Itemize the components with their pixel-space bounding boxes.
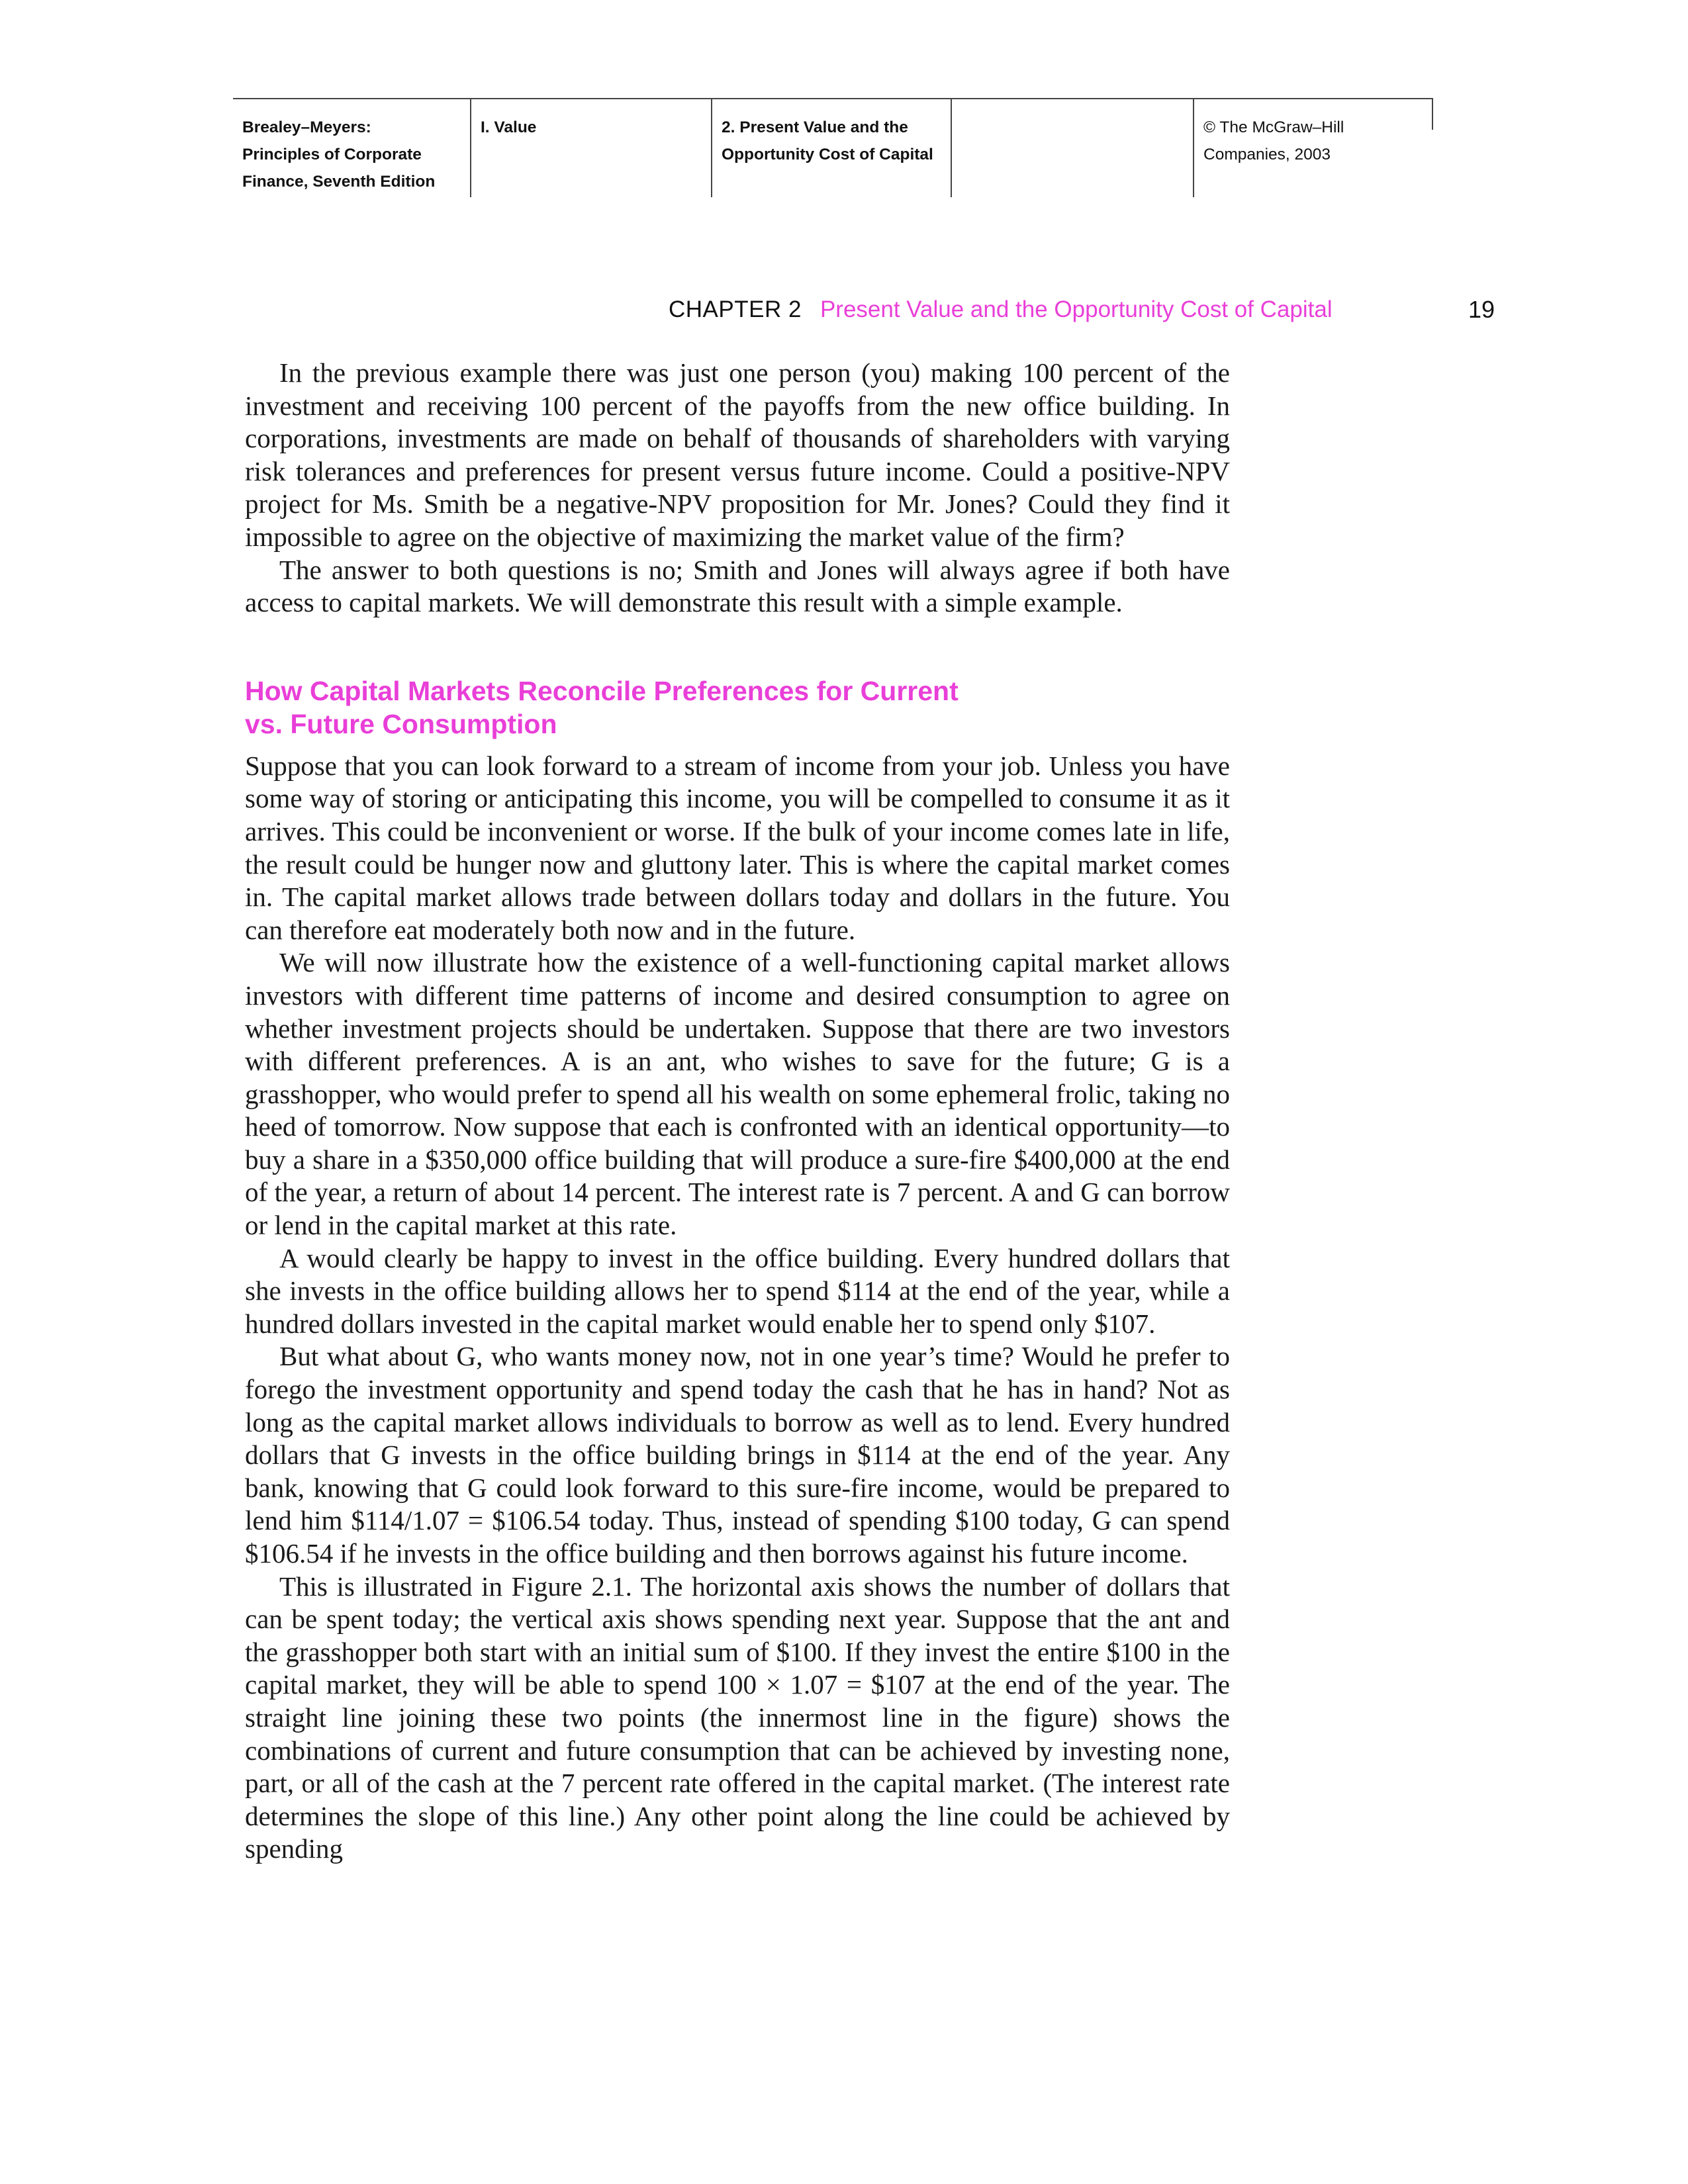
header-copyright-line: Companies, 2003 (1203, 146, 1331, 163)
header-book-line: Brealey–Meyers: (242, 118, 371, 136)
page-number: 19 (1468, 296, 1495, 323)
header-copyright-cell (1193, 98, 1432, 197)
header-part-line: I. Value (481, 118, 537, 136)
body-paragraph: But what about G, who wants money now, not in one year’s time? Would he prefer to forego the investment opportunity and spend today the cash that he has in hand? Not as long as the capital market allows individuals to borrow as well as to lend. Every hundred dollars that G invests in the office building brings in $114 at the end of the year. Any bank, knowing that G could look forward to this sure-fire income, would be prepared to lend him $114/1.07 = $106.54 today. Thus, instead of spending $100 today, G can spend $106.54 if he invests in the office building and then borrows against his future income. (245, 1341, 1230, 1569)
section-heading (245, 674, 1230, 741)
body-paragraph: We will now illustrate how the existence of a well-functioning capital market allows investors with different time patterns of income and desired consumption to agree on whether investment projects should be undertaken. Suppose that there are two investors with different preferences. A is an ant, who wishes to save for the future; G is a grasshopper, who would prefer to spend all his wealth on some ephemeral frolic, taking no heed of tomorrow. Now suppose that each is confronted with an identical opportunity—to buy a share in a $350,000 office building that will produce a sure-fire $400,000 at the end of the year, a return of about 14 percent. The interest rate is 7 percent. A and G can borrow or lend in the capital market at this rate. (245, 947, 1230, 1241)
header-chapter-cell (711, 98, 951, 197)
chapter-running-head (669, 295, 1370, 324)
header-chapter-line: 2. Present Value and the (722, 118, 908, 136)
running-header-band (233, 98, 1450, 197)
running-head-chapter: CHAPTER 2 (669, 296, 802, 322)
header-copyright-line: © The McGraw–Hill (1203, 118, 1344, 136)
running-head-title: Present Value and the Opportunity Cost of Capital (820, 296, 1333, 322)
header-book-line: Principles of Corporate (242, 146, 422, 163)
header-part-cell (470, 98, 711, 197)
body-text (245, 357, 1230, 1866)
body-paragraph: In the previous example there was just one person (you) making 100 percent of the investment and receiving 100 percent of the payoffs from the new office building. In corporations, investments are made on behalf of thousands of shareholders with varying risk tolerances and preferences for present versus future income. Could a positive-NPV project for Ms. Smith be a negative-NPV proposition for Mr. Jones? Could they find it impossible to agree on the objective of maximizing the market value of the firm? (245, 357, 1230, 552)
body-paragraph: Suppose that you can look forward to a stream of income from your job. Unless you have some way of storing or anticipating this income, you will be compelled to consume it as it arrives. This could be inconvenient or worse. If the bulk of your income comes late in life, the result could be hunger now and gluttony later. This is where the capital market comes in. The capital market allows trade between dollars today and dollars in the future. You can therefore eat moderately both now and in the future. (245, 750, 1230, 945)
body-paragraph: A would clearly be happy to invest in the office building. Every hundred dollars that she invests in the office building allows her to spend $114 at the end of the year, while a hundred dollars invested in the capital market would enable her to spend only $107. (245, 1242, 1230, 1339)
section-heading-line: How Capital Markets Reconcile Preferences for Current (245, 675, 959, 706)
body-paragraph: This is illustrated in Figure 2.1. The horizontal axis shows the number of dollars that can be spent today; the vertical axis shows spending next year. Suppose that the ant and the grasshopper both start with an initial sum of $100. If they invest the entire $100 in the capital market, they will be able to spend 100 × 1.07 = $107 at the end of the year. The straight line joining these two points (the innermost line in the figure) shows the combinations of current and future consumption that can be achieved by investing none, part, or all of the cash at the 7 percent rate offered in the capital market. (The interest rate determines the slope of this line.) Any other point along the line could be achieved by spending (245, 1570, 1230, 1864)
section-heading-line: vs. Future Consumption (245, 708, 557, 739)
header-book-cell (233, 98, 470, 197)
header-book-line: Finance, Seventh Edition (242, 173, 436, 191)
body-paragraph: The answer to both questions is no; Smith and Jones will always agree if both have access to capital markets. We will demonstrate this result with a simple example. (245, 554, 1230, 618)
header-chapter-line: Opportunity Cost of Capital (722, 146, 933, 163)
header-empty-cell (951, 98, 1193, 197)
